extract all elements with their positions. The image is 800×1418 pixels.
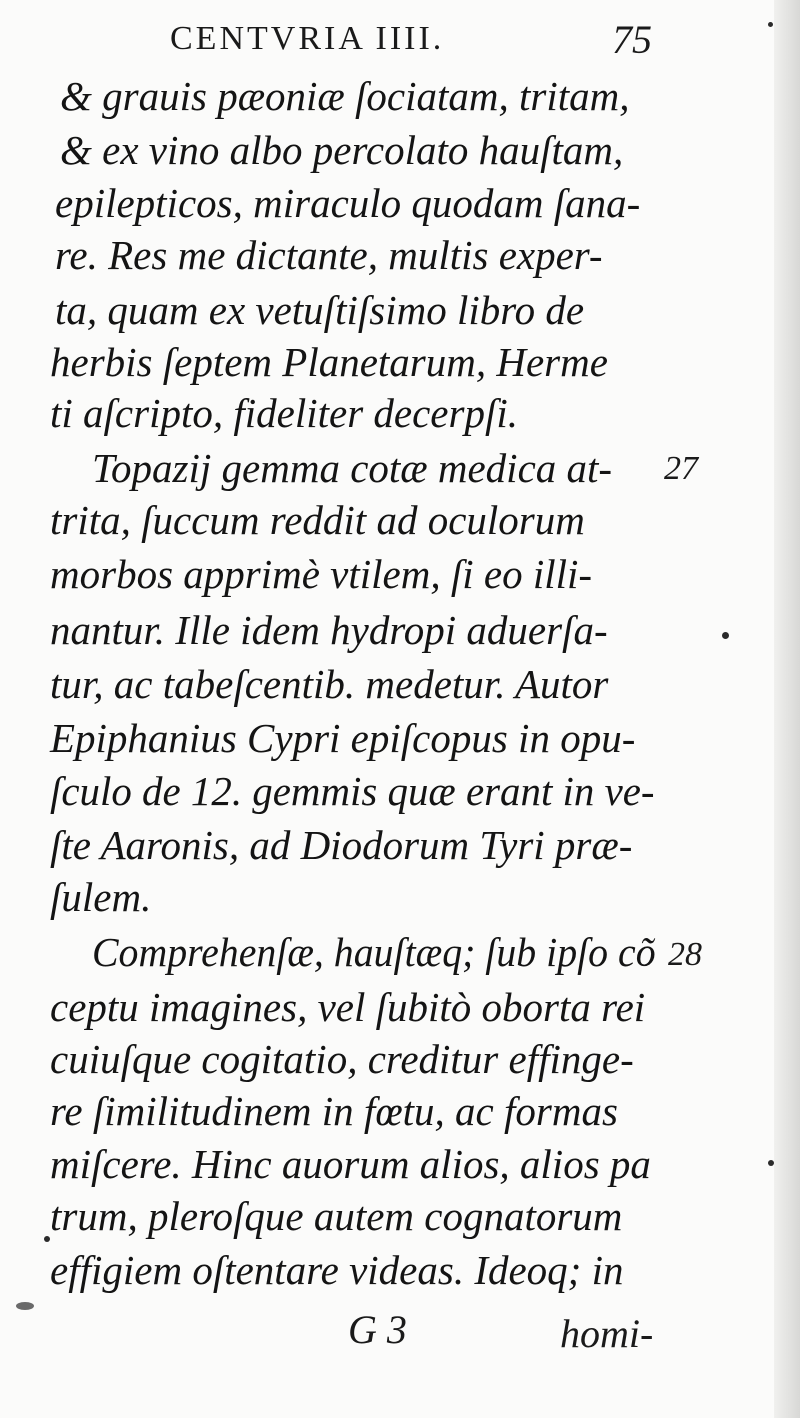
text-line: morbos apprimè vtilem, ſi eo illi- <box>50 551 593 597</box>
text-line: & ex vino albo percolato hauſtam, <box>60 127 624 173</box>
text-line: re ſimilitudinem in fœtu, ac formas <box>50 1088 618 1134</box>
text-line: herbis ſeptem Planetarum, Herme <box>50 339 608 385</box>
ink-speck <box>722 632 729 639</box>
page-number: 75 <box>612 17 652 62</box>
text-line: nantur. Ille idem hydropi aduerſa- <box>50 607 608 653</box>
ink-speck <box>768 22 773 27</box>
text-line: ſulem. <box>50 874 152 920</box>
text-line: ſte Aaronis, ad Diodorum Tyri præ- <box>50 822 633 868</box>
text-line: ſculo de 12. gemmis quæ erant in ve- <box>50 768 655 814</box>
text-line: Topazij gemma cotæ medica at- <box>92 445 613 491</box>
ink-speck <box>768 1160 774 1166</box>
text-line: epilepticos, miraculo quodam ſana- <box>55 180 641 226</box>
signature-mark: G 3 <box>348 1307 407 1352</box>
text-line: Comprehenſæ, hauſtæq; ſub ipſo cõ <box>92 929 656 975</box>
text-line: trita, ſuccum reddit ad oculorum <box>50 497 585 543</box>
margin-entry-number: 28 <box>668 936 702 973</box>
text-line: tur, ac tabeſcentib. medetur. Autor <box>50 661 609 707</box>
text-line: ti aſcripto, fideliter decerpſi. <box>50 390 518 436</box>
ink-speck <box>44 1236 50 1242</box>
text-line: ceptu imagines, vel ſubitò oborta rei <box>50 984 646 1030</box>
margin-entry-number: 27 <box>664 450 698 487</box>
text-line: miſcere. Hinc auorum alios, alios pa <box>50 1141 651 1187</box>
text-line: trum, pleroſque autem cognatorum <box>50 1193 623 1239</box>
text-line: re. Res me dictante, multis exper- <box>55 232 603 278</box>
running-head: CENTVRIA IIII. <box>170 20 445 57</box>
catchword: homi- <box>560 1311 654 1356</box>
text-line: & grauis pæoniæ ſociatam, tritam, <box>60 73 630 119</box>
text-line: effigiem oſtentare videas. Ideoq; in <box>50 1247 624 1293</box>
ink-speck <box>16 1302 34 1310</box>
text-line: ta, quam ex vetuſtiſsimo libro de <box>55 287 585 333</box>
text-line: cuiuſque cogitatio, creditur effinge- <box>50 1036 634 1082</box>
text-line: Epiphanius Cypri epiſcopus in opu- <box>50 715 636 761</box>
